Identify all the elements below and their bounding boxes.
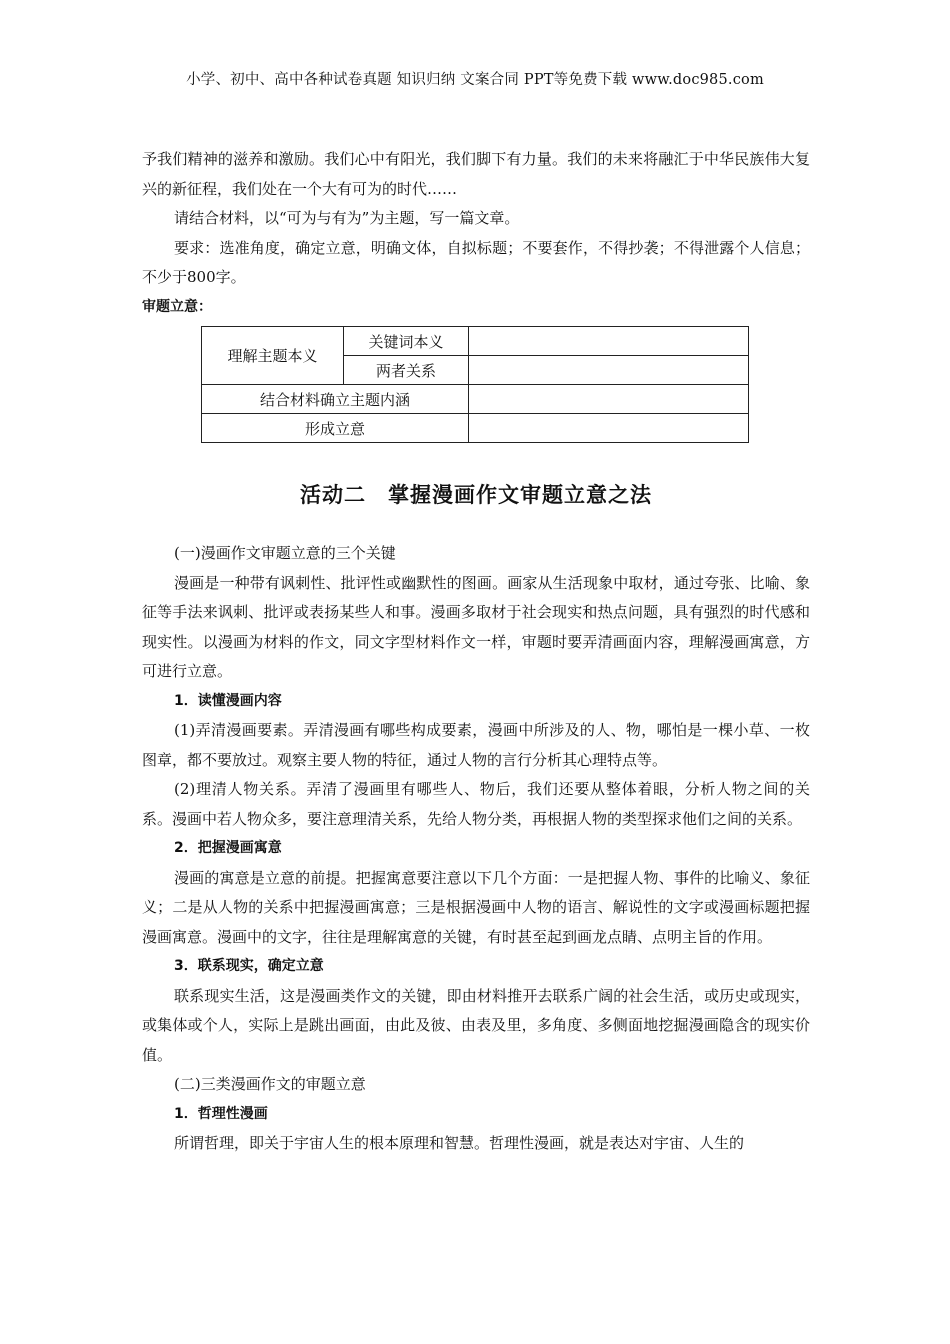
heading-reality: 3．联系现实，确定立意 [174, 958, 324, 974]
paragraph-relations: (2)理清人物关系。弄清了漫画里有哪些人、物后，我们还要从整体着眼，分析人物之间的关系。漫画中若人物众多，要注意理清关系，先给人物分类，再根据人物的类型探求他们之间的关系。 [142, 780, 810, 828]
paragraph-philosophical: 所谓哲理，即关于宇宙人生的根本原理和智慧。哲理性漫画，就是表达对宇宙、人生的 [174, 1134, 745, 1152]
cell-keyword-meaning-answer[interactable] [469, 327, 749, 356]
material-paragraph-end: 予我们精神的滋养和激励。我们心中有阳光，我们脚下有力量。我们的未来将融汇于中华民族伟大复兴的新征程，我们处在一个大有可为的时代…… [142, 150, 810, 198]
document-body [142, 145, 810, 1159]
cell-form-idea: 形成立意 [202, 414, 469, 443]
analysis-label: 审题立意： [142, 298, 212, 315]
paragraph-meaning: 漫画的寓意是立意的前提。把握寓意要注意以下几个方面：一是把握人物、事件的比喻义、象征义；二是从人物的关系中把握漫画寓意；三是根据漫画中人物的语言、解说性的文字或漫画标题把握漫画寓意。漫画中的文字，往往是理解寓意的关键，有时甚至起到画龙点睛、点明主旨的作用。 [142, 868, 810, 946]
activity-name: 掌握漫画作文审题立意之法 [388, 483, 652, 507]
heading-read-content: 1．读懂漫画内容 [174, 692, 282, 709]
activity-number: 活动二 [300, 483, 366, 507]
cell-understand-theme: 理解主题本义 [202, 327, 344, 385]
writing-requirement: 要求：选准角度，确定立意，明确文体，自拟标题；不要套作，不得抄袭；不得泄露个人信息；不少于800字。 [142, 238, 810, 286]
cell-relation: 两者关系 [344, 356, 469, 385]
cell-theme-connotation: 结合材料确立主题内涵 [202, 385, 469, 414]
comic-intro-paragraph: 漫画是一种带有讽刺性、批评性或幽默性的图画。画家从生活现象中取材，通过夸张、比喻、象征等手法来讽刺、批评或表扬某些人和事。漫画多取材于社会现实和热点问题，具有强烈的时代感和现实性。以漫画为材料的作文，同文字型材料作文一样，审题时要弄清画面内容，理解漫画寓意，方可进行立意。 [142, 573, 810, 680]
paragraph-reality: 联系现实生活，这是漫画类作文的关键，即由材料推开去联系广阔的社会生活，或历史或现实，或集体或个人，实际上是跳出画面，由此及彼、由表及里，多角度、多侧面地挖掘漫画隐含的现实价值。 [142, 986, 810, 1064]
paragraph-elements: (1)弄清漫画要素。弄清漫画有哪些构成要素，漫画中所涉及的人、物，哪怕是一棵小草、一枚图章，都不要放过。观察主要人物的特征，通过人物的言行分析其心理特点等。 [142, 721, 810, 769]
cell-keyword-meaning: 关键词本义 [344, 327, 469, 356]
heading-grasp-meaning: 2．把握漫画寓意 [174, 840, 282, 856]
heading-philosophical: 1．哲理性漫画 [174, 1105, 268, 1122]
section-heading-one: (一)漫画作文审题立意的三个关键 [174, 544, 396, 562]
activity-title [142, 479, 810, 509]
page-header: 小学、初中、高中各种试卷真题 知识归纳 文案合同 PPT等免费下载 www.doc985.com [186, 72, 764, 88]
cell-form-idea-answer[interactable] [469, 414, 749, 443]
writing-task: 请结合材料，以“可为与有为”为主题，写一篇文章。 [174, 209, 520, 227]
cell-relation-answer[interactable] [469, 356, 749, 385]
analysis-table [201, 326, 749, 443]
cell-theme-connotation-answer[interactable] [469, 385, 749, 414]
section-heading-two: (二)三类漫画作文的审题立意 [174, 1075, 366, 1093]
